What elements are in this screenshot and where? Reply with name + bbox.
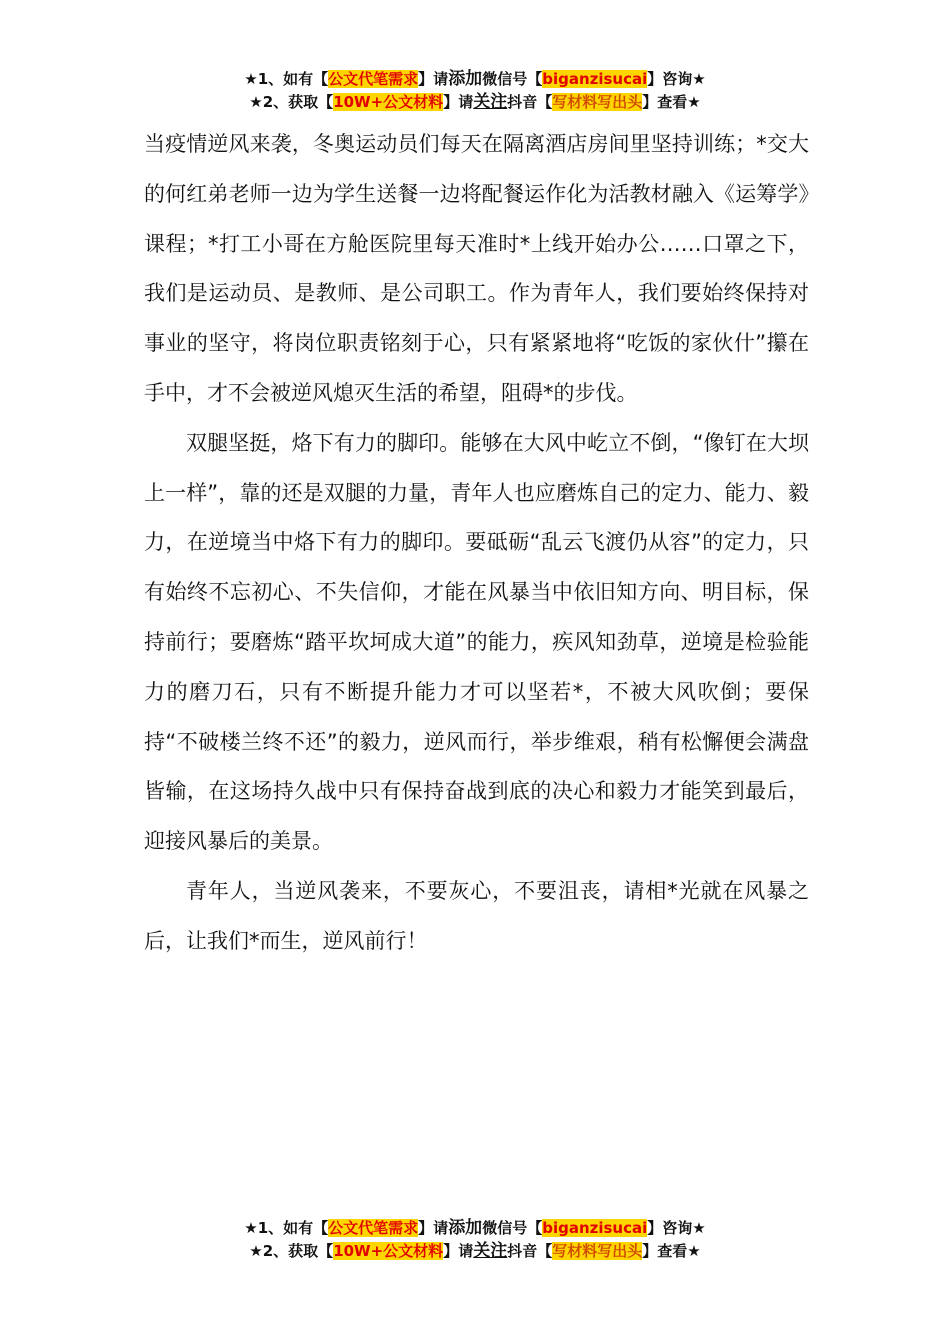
paragraph-1: 当疫情逆风来袭，冬奥运动员们每天在隔离酒店房间里坚持训练；*交大的何红弟老师一边为学生送餐一边将配餐运作化为活教材融入《运筹学》课程；*打工小哥在方舱医院里每天准时*上线开始办公……口罩之下，我们是运动员、是教师、是公司职工。作为青年人，我们要始终保持对事业的坚守，将岗位职责铭刻于心，只有紧紧地将“吃饭的家伙什”攥在手中，才不会被逆风熄灭生活的希望，阻碍*的步伐。	[144, 132, 809, 405]
add-emphasis: 添加	[448, 69, 483, 89]
footer-line2-prefix: ★2、获取【	[249, 1242, 334, 1260]
footer-douyin-account-highlight: 写材料写出头	[552, 1242, 643, 1260]
materials-highlight: 10W+公文材料	[333, 93, 444, 111]
footer-follow-emphasis: 关注	[473, 1241, 508, 1261]
douyin-account-highlight: 写材料写出头	[552, 93, 643, 111]
banner-line2-prefix: ★2、获取【	[249, 93, 334, 111]
footer-banner-line-2	[0, 1240, 950, 1263]
banner-line2-mid2: 抖音【	[507, 93, 553, 111]
footer-banner	[0, 1217, 950, 1263]
footer-line1-mid1: 】请	[418, 1219, 449, 1237]
banner-line2-suffix: 】查看★	[642, 93, 701, 111]
ghostwriting-highlight: 公文代笔需求	[328, 70, 419, 88]
footer-line1-prefix: ★1、如有【	[244, 1219, 329, 1237]
footer-line1-suffix: 】咨询★	[647, 1219, 706, 1237]
paragraph-3: 青年人，当逆风袭来，不要灰心，不要沮丧，请相*光就在风暴之后，让我们*而生，逆风前行！	[144, 878, 809, 953]
footer-materials-highlight: 10W+公文材料	[333, 1242, 444, 1260]
header-banner	[0, 68, 950, 114]
footer-line2-mid1: 】请	[443, 1242, 474, 1260]
wechat-id-highlight: biganzisucai	[542, 70, 648, 88]
banner-line-1	[0, 68, 950, 91]
footer-ghostwriting-highlight: 公文代笔需求	[328, 1219, 419, 1237]
footer-banner-line-1	[0, 1217, 950, 1240]
follow-emphasis: 关注	[473, 92, 508, 112]
footer-wechat-id-highlight: biganzisucai	[542, 1219, 648, 1237]
banner-line1-suffix: 】咨询★	[647, 70, 706, 88]
paragraph-2: 双腿坚挺，烙下有力的脚印。能够在大风中屹立不倒，“像钉在大坝上一样”，靠的还是双腿的力量，青年人也应磨炼自己的定力、能力、毅力，在逆境当中烙下有力的脚印。要砥砺“乱云飞渡仍从容”的定力，只有始终不忘初心、不失信仰，才能在风暴当中依旧知方向、明目标，保持前行；要磨炼“踏平坎坷成大道”的能力，疾风知劲草，逆境是检验能力的磨刀石，只有不断提升能力才可以坚若*，不被大风吹倒；要保持“不破楼兰终不还”的毅力，逆风而行，举步维艰，稍有松懈便会满盘皆输，在这场持久战中只有保持奋战到底的决心和毅力才能笑到最后，迎接风暴后的美景。	[144, 430, 809, 854]
banner-line2-mid1: 】请	[443, 93, 474, 111]
banner-line1-mid1: 】请	[418, 70, 449, 88]
banner-line1-mid2: 微信号【	[482, 70, 543, 88]
banner-line-2	[0, 91, 950, 114]
footer-line2-mid2: 抖音【	[507, 1242, 553, 1260]
footer-add-emphasis: 添加	[448, 1218, 483, 1238]
article-body	[144, 120, 809, 967]
banner-line1-prefix: ★1、如有【	[244, 70, 329, 88]
footer-line1-mid2: 微信号【	[482, 1219, 543, 1237]
footer-line2-suffix: 】查看★	[642, 1242, 701, 1260]
